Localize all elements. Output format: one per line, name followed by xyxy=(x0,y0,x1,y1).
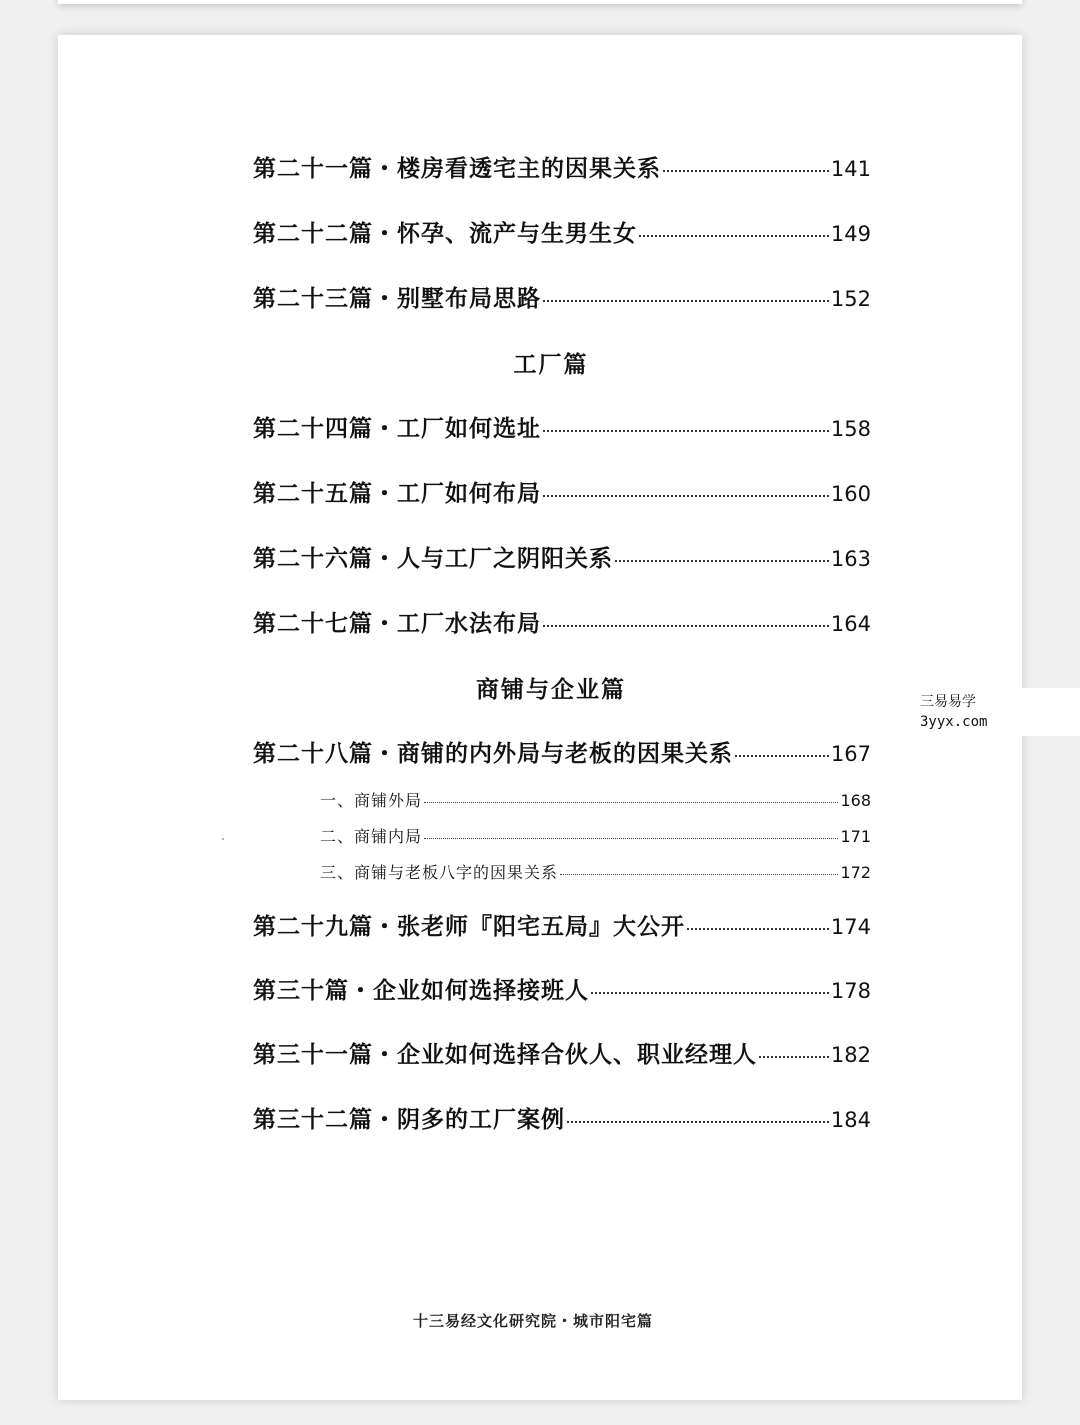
dot-leader xyxy=(615,560,829,562)
dot-leader xyxy=(424,838,838,839)
toc-entry-page: 184 xyxy=(830,1108,871,1132)
toc-subentry-page: 168 xyxy=(840,791,871,810)
scan-speck xyxy=(222,838,224,840)
toc-entry-title: 第二十四篇・工厂如何选址 xyxy=(253,415,541,442)
toc-subentry-28-3[interactable] xyxy=(320,860,871,884)
toc-entry-page: 152 xyxy=(830,287,871,311)
dot-leader xyxy=(543,495,829,497)
watermark-line-1: 三易易学 xyxy=(920,694,976,710)
toc-entry-page: 160 xyxy=(830,482,871,506)
section-heading-shop: 商铺与企业篇 xyxy=(476,676,626,703)
toc-entry-29[interactable] xyxy=(253,908,871,942)
toc-entry-22[interactable] xyxy=(253,215,871,249)
dot-leader xyxy=(543,625,829,627)
dot-leader xyxy=(560,874,838,875)
dot-leader xyxy=(591,992,829,994)
toc-entry-31[interactable] xyxy=(253,1036,871,1070)
toc-subentry-28-1[interactable] xyxy=(320,788,871,812)
toc-entry-title: 第二十二篇・怀孕、流产与生男生女 xyxy=(253,220,637,247)
toc-subentry-28-2[interactable] xyxy=(320,824,871,848)
toc-entry-page: 178 xyxy=(830,979,871,1003)
toc-entry-title: 第二十八篇・商铺的内外局与老板的因果关系 xyxy=(253,740,733,767)
toc-entry-page: 174 xyxy=(830,915,871,939)
toc-entry-24[interactable] xyxy=(253,410,871,444)
dot-leader xyxy=(759,1056,829,1058)
toc-entry-page: 182 xyxy=(830,1043,871,1067)
page-footer: 十三易经文化研究院・城市阳宅篇 xyxy=(412,1312,653,1330)
dot-leader xyxy=(663,170,829,172)
toc-subentry-page: 171 xyxy=(840,827,871,846)
watermark-line-2: 3yyx.com xyxy=(920,714,988,730)
previous-page-edge xyxy=(58,0,1022,4)
dot-leader xyxy=(639,235,829,237)
toc-entry-page: 149 xyxy=(830,222,871,246)
dot-leader xyxy=(424,802,838,803)
toc-entry-27[interactable] xyxy=(253,605,871,639)
document-page xyxy=(58,35,1022,1400)
table-of-contents xyxy=(58,35,1022,1400)
dot-leader xyxy=(735,755,829,757)
toc-entry-title: 第三十篇・企业如何选择接班人 xyxy=(253,977,589,1004)
site-watermark xyxy=(908,688,1080,736)
toc-entry-page: 158 xyxy=(830,417,871,441)
toc-entry-28[interactable] xyxy=(253,735,871,769)
dot-leader xyxy=(543,300,829,302)
toc-subentry-page: 172 xyxy=(840,863,871,882)
dot-leader xyxy=(687,928,829,930)
toc-entry-page: 164 xyxy=(830,612,871,636)
toc-entry-23[interactable] xyxy=(253,280,871,314)
toc-entry-26[interactable] xyxy=(253,540,871,574)
toc-subentry-title: 三、商铺与老板八字的因果关系 xyxy=(320,863,559,882)
toc-subentry-title: 二、商铺内局 xyxy=(320,827,423,846)
toc-entry-32[interactable] xyxy=(253,1101,871,1135)
dot-leader xyxy=(543,430,829,432)
toc-entry-page: 167 xyxy=(830,742,871,766)
toc-entry-25[interactable] xyxy=(253,475,871,509)
toc-entry-30[interactable] xyxy=(253,972,871,1006)
toc-entry-title: 第三十二篇・阴多的工厂案例 xyxy=(253,1106,565,1133)
toc-entry-title: 第二十一篇・楼房看透宅主的因果关系 xyxy=(253,155,661,182)
dot-leader xyxy=(567,1121,829,1123)
toc-entry-title: 第二十三篇・别墅布局思路 xyxy=(253,285,541,312)
toc-entry-page: 163 xyxy=(830,547,871,571)
toc-entry-title: 第三十一篇・企业如何选择合伙人、职业经理人 xyxy=(253,1041,757,1068)
toc-entry-title: 第二十九篇・张老师『阳宅五局』大公开 xyxy=(253,913,685,940)
toc-entry-21[interactable] xyxy=(253,150,871,184)
toc-entry-title: 第二十六篇・人与工厂之阴阳关系 xyxy=(253,545,613,572)
toc-entry-title: 第二十七篇・工厂水法布局 xyxy=(253,610,541,637)
toc-subentry-title: 一、商铺外局 xyxy=(320,791,423,810)
section-heading-factory: 工厂篇 xyxy=(513,351,589,378)
toc-entry-title: 第二十五篇・工厂如何布局 xyxy=(253,480,541,507)
toc-entry-page: 141 xyxy=(830,157,871,181)
